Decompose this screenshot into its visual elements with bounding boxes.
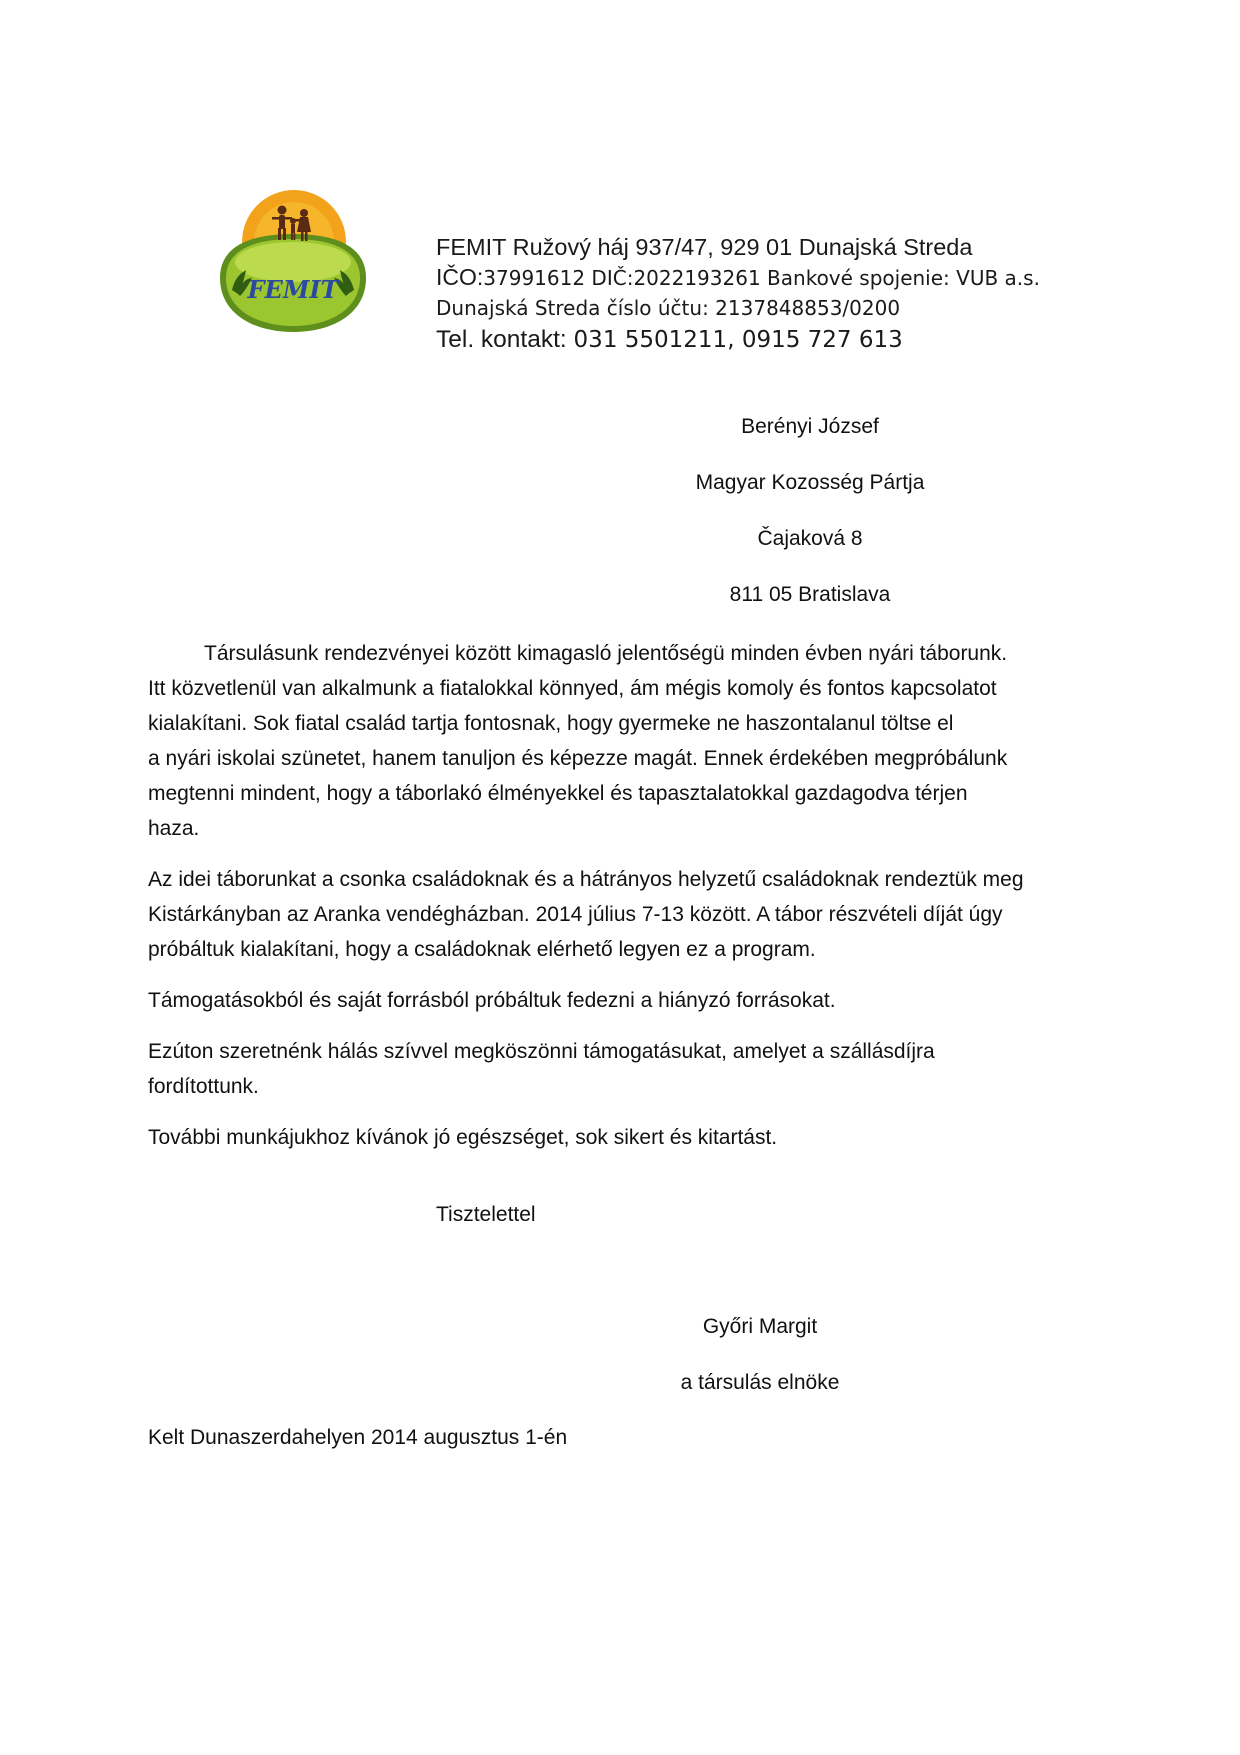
paragraph-4	[148, 1034, 1108, 1104]
recipient-block	[600, 412, 1020, 636]
letterhead-ids	[436, 262, 1196, 293]
closing-salutation: Tisztelettel	[436, 1203, 536, 1226]
recipient-organization: Magyar Kozosség Pártja	[695, 471, 925, 494]
letterhead-phone-value: 031 5501211, 0915 727 613	[573, 327, 903, 353]
paragraph-line: Itt közvetlenül van alkalmunk a fiatalokkal könnyed, ám mégis komoly és fontos kapcsolatot	[148, 677, 997, 700]
paragraph-3	[148, 983, 1108, 1018]
paragraph-line: Az idei táborunkat a csonka családoknak és a hátrányos helyzetű családoknak rendeztük meg	[148, 868, 1024, 891]
paragraph-line: Ezúton szeretnénk hálás szívvel megköszönni támogatásukat, amelyet a szállásdíjra	[148, 1040, 935, 1063]
dateline: Kelt Dunaszerdahelyen 2014 augusztus 1-én	[148, 1426, 568, 1449]
paragraph-line: Támogatásokból és saját forrásból próbáltuk fedezni a hiányzó forrásokat.	[148, 989, 836, 1012]
letterhead	[436, 232, 1196, 357]
femit-logo	[214, 186, 372, 336]
recipient-name: Berényi József	[741, 415, 879, 438]
paragraph-line: a nyári iskolai szünetet, hanem tanuljon és képezze magát. Ennek érdekében megpróbálunk	[148, 747, 1008, 770]
paragraph-line: megtenni mindent, hogy a táborlakó élményekkel és tapasztalatokkal gazdagodva térjen	[148, 782, 968, 805]
logo-text: FEMIT	[247, 275, 339, 304]
letterhead-address: FEMIT Ružový háj 937/47, 929 01 Dunajská Streda	[436, 234, 973, 260]
femit-logo-icon	[214, 186, 372, 336]
paragraph-line: haza.	[148, 817, 200, 840]
paragraph-line: fordítottunk.	[148, 1075, 259, 1098]
paragraph-5	[148, 1120, 1108, 1155]
signer-block	[620, 1312, 900, 1424]
paragraph-line: kialakítani. Sok fiatal család tartja fontosnak, hogy gyermeke ne haszontalanul töltse el	[148, 712, 954, 735]
paragraph-1	[148, 636, 1108, 846]
paragraph-line: Társulásunk rendezvényei között kimagasló jelentőségü minden évben nyári táborunk.	[204, 642, 1008, 665]
recipient-city: 811 05 Bratislava	[729, 583, 891, 606]
paragraph-2	[148, 862, 1108, 967]
paragraph-line: További munkájukhoz kívánok jó egészséget, sok sikert és kitartást.	[148, 1126, 778, 1149]
letterhead-ids-value: 37991612 DIČ:2022193261 Bankové spojenie: VUB a.s.	[483, 266, 1040, 290]
letterhead-account: Dunajská Streda číslo účtu: 2137848853/0200	[436, 296, 901, 320]
letter-body	[148, 636, 1108, 1171]
paragraph-line: próbáltuk kialakítani, hogy a családoknak elérhető legyen ez a program.	[148, 938, 816, 961]
signer-name: Győri Margit	[702, 1315, 818, 1338]
recipient-street: Čajaková 8	[757, 527, 863, 550]
letterhead-phone	[436, 323, 1196, 357]
paragraph-line: Kistárkányban az Aranka vendégházban. 2014 július 7-13 között. A tábor részvételi díját úgy	[148, 903, 1003, 926]
letterhead-ico-label: IČO:	[436, 264, 484, 290]
signer-title: a társulás elnöke	[680, 1371, 840, 1394]
letterhead-phone-label: Tel. kontakt:	[436, 326, 574, 353]
